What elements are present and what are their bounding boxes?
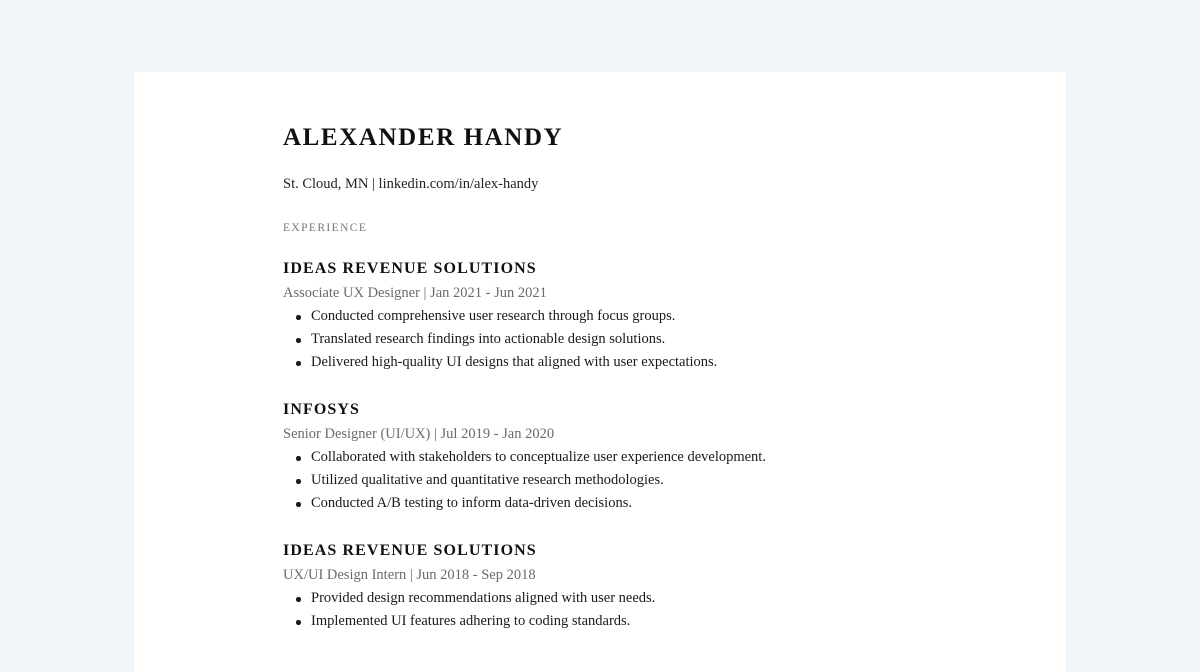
role-dates: UX/UI Design Intern | Jun 2018 - Sep 2018 bbox=[283, 567, 536, 583]
bullet-text: Delivered high-quality UI designs that aligned with user expectations. bbox=[311, 354, 718, 370]
bullet-icon bbox=[296, 620, 301, 625]
bullet-icon bbox=[296, 338, 301, 343]
company-name: IDEAS REVENUE SOLUTIONS bbox=[283, 542, 537, 559]
job-entry bbox=[283, 399, 983, 515]
bullet-item bbox=[283, 351, 983, 374]
bullet-list bbox=[283, 305, 983, 374]
bullet-text: Translated research findings into actionable design solutions. bbox=[311, 331, 666, 347]
bullet-text: Utilized qualitative and quantitative research methodologies. bbox=[311, 472, 664, 488]
company-name: INFOSYS bbox=[283, 401, 361, 418]
bullet-item bbox=[283, 587, 983, 610]
bullet-icon bbox=[296, 315, 301, 320]
resume-page bbox=[134, 72, 1066, 672]
section-title-experience: EXPERIENCE bbox=[283, 222, 368, 234]
bullet-item bbox=[283, 328, 983, 351]
job-entry bbox=[283, 540, 983, 633]
contact-line: St. Cloud, MN | linkedin.com/in/alex-handy bbox=[283, 176, 539, 192]
bullet-text: Provided design recommendations aligned with user needs. bbox=[311, 590, 656, 606]
bullet-list bbox=[283, 587, 983, 633]
bullet-item bbox=[283, 305, 983, 328]
bullet-item bbox=[283, 446, 983, 469]
role-dates: Senior Designer (UI/UX) | Jul 2019 - Jan 2020 bbox=[283, 426, 555, 442]
bullet-text: Conducted comprehensive user research through focus groups. bbox=[311, 308, 676, 324]
bullet-icon bbox=[296, 479, 301, 484]
bullet-text: Collaborated with stakeholders to conceptualize user experience development. bbox=[311, 449, 766, 465]
bullet-item bbox=[283, 469, 983, 492]
job-entry bbox=[283, 258, 983, 374]
candidate-name: ALEXANDER HANDY bbox=[283, 124, 564, 151]
company-name: IDEAS REVENUE SOLUTIONS bbox=[283, 260, 537, 277]
bullet-item bbox=[283, 492, 983, 515]
bullet-text: Implemented UI features adhering to coding standards. bbox=[311, 613, 631, 629]
bullet-icon bbox=[296, 597, 301, 602]
bullet-text: Conducted A/B testing to inform data-driven decisions. bbox=[311, 495, 632, 511]
role-dates: Associate UX Designer | Jan 2021 - Jun 2021 bbox=[283, 285, 547, 301]
bullet-icon bbox=[296, 456, 301, 461]
bullet-icon bbox=[296, 502, 301, 507]
bullet-list bbox=[283, 446, 983, 515]
bullet-icon bbox=[296, 361, 301, 366]
